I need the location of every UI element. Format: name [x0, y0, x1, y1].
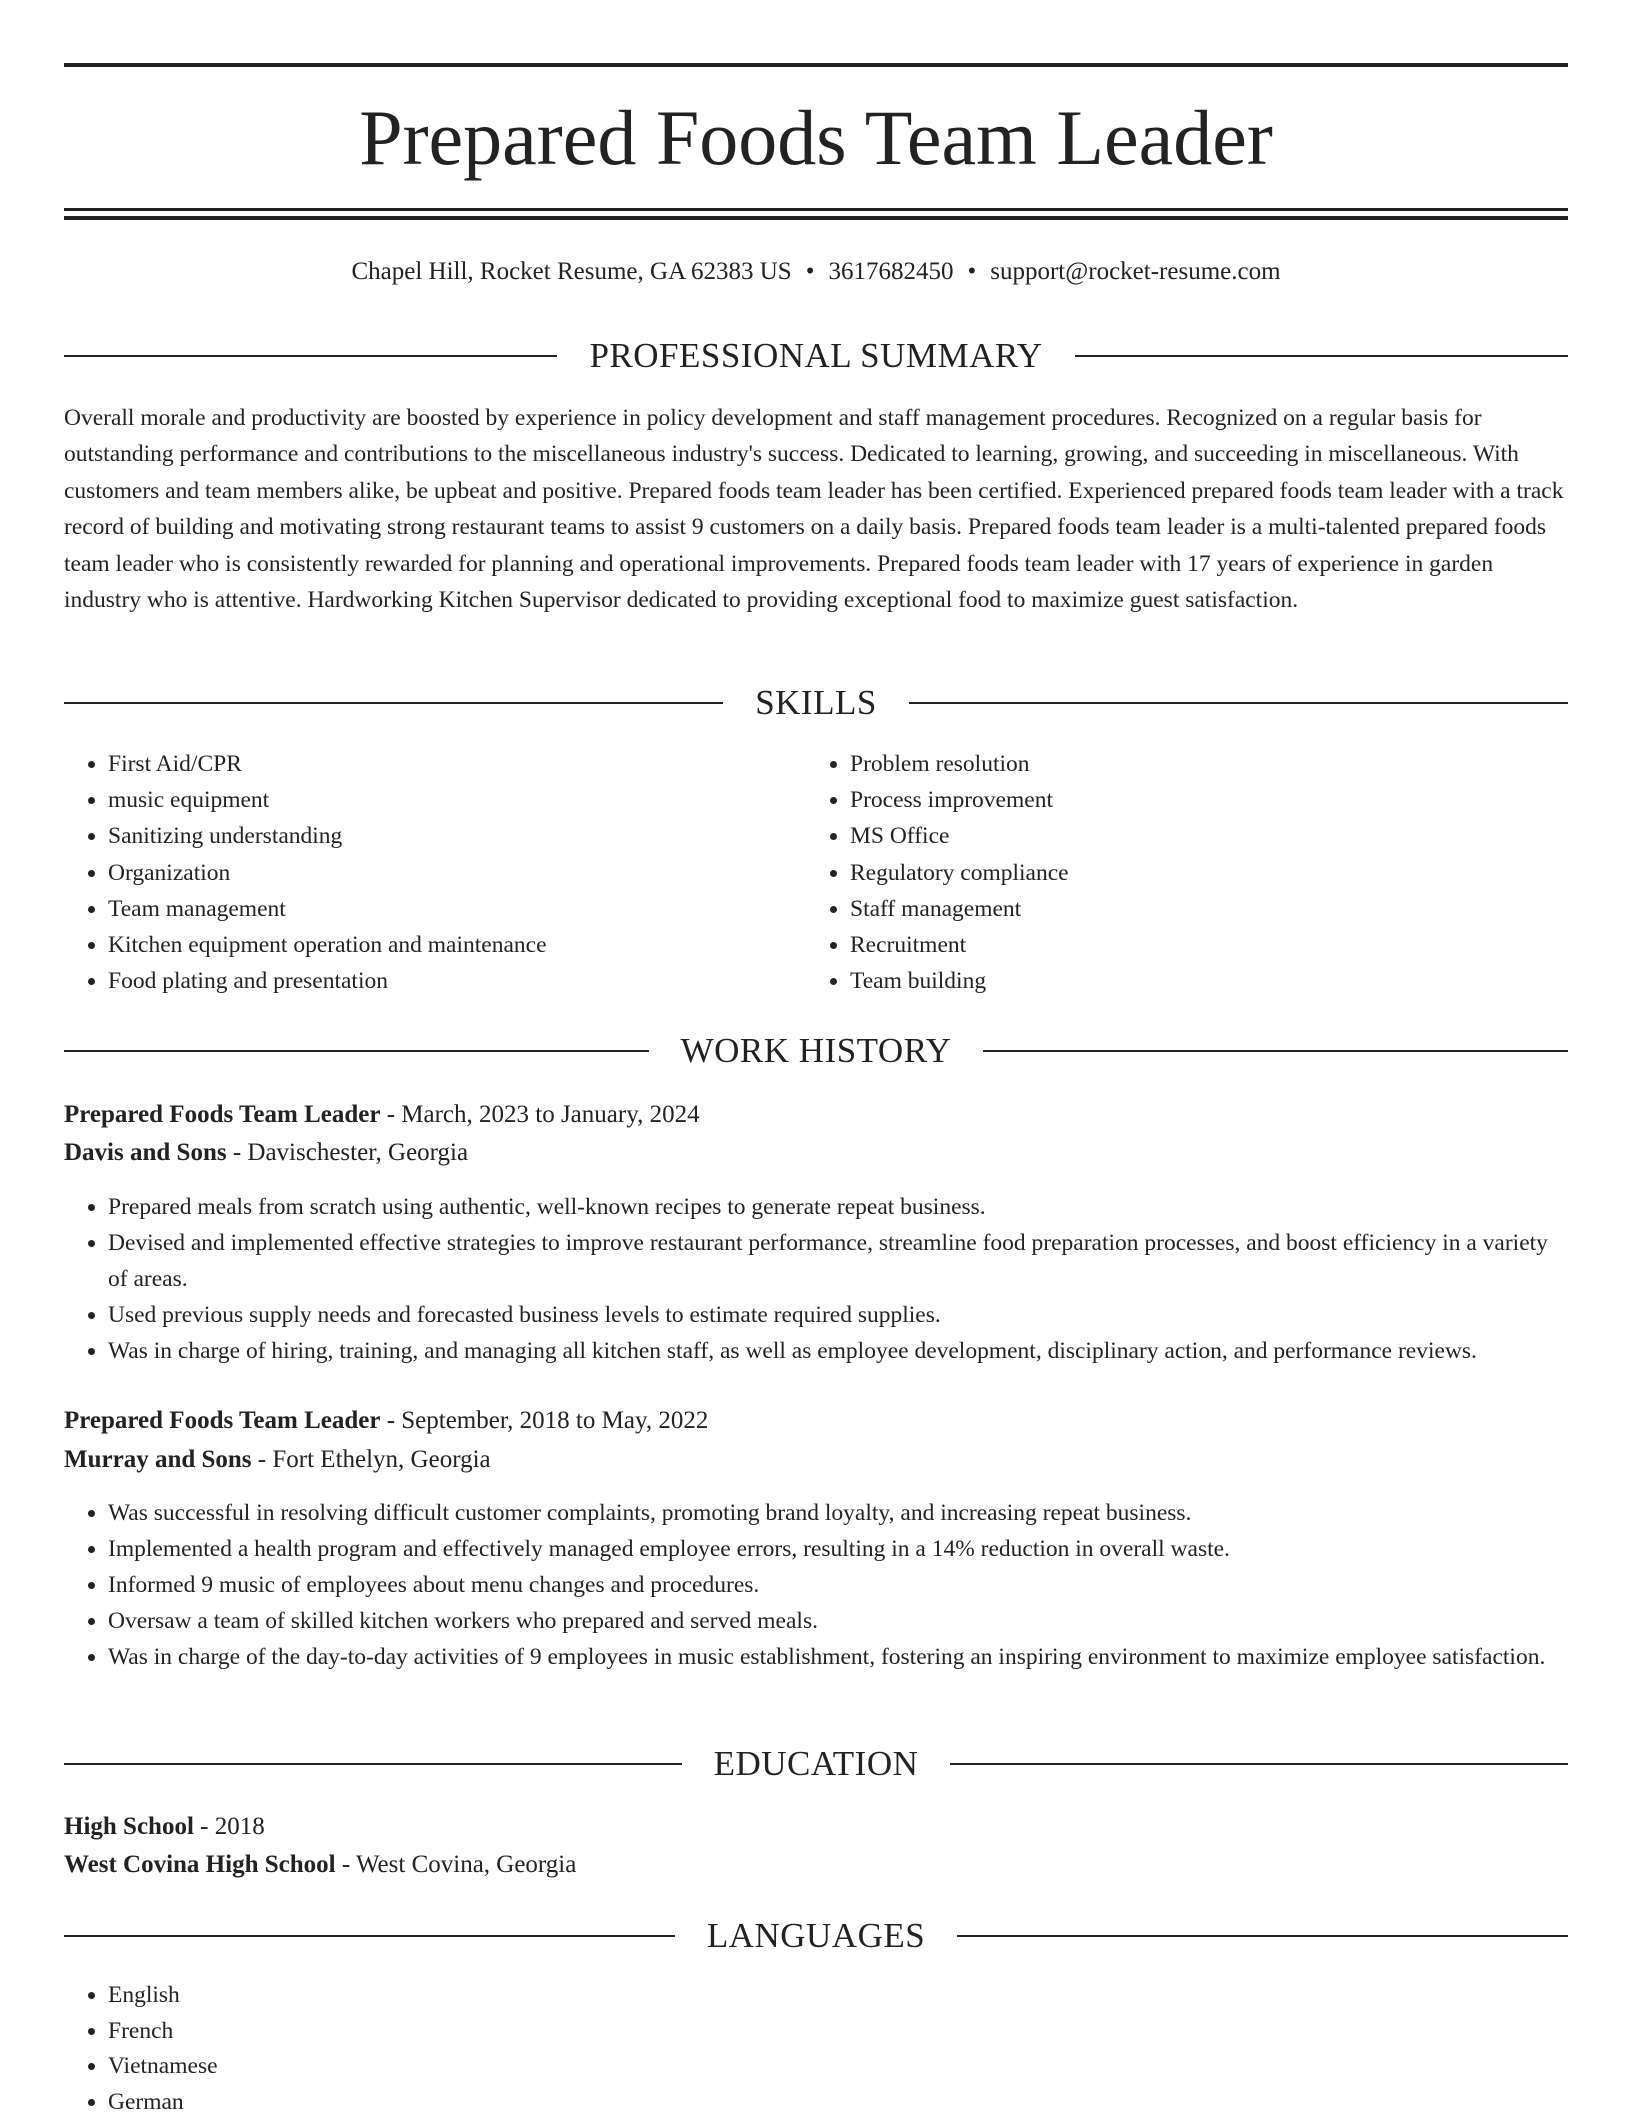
section-heading-education	[64, 1740, 1568, 1788]
education-degree-line	[64, 1808, 1568, 1846]
skill-item: • Recruitment	[850, 927, 1550, 963]
skill-item: • Kitchen equipment operation and maintenance	[108, 927, 808, 963]
contact-phone: 3617682450	[828, 258, 954, 285]
education-school: West Covina High School	[64, 1851, 336, 1878]
language-item: • German	[108, 2085, 218, 2121]
job-company-line	[64, 1134, 1568, 1172]
contact-address: Chapel Hill, Rocket Resume, GA 62383 US	[351, 258, 792, 285]
skill-item: • Team management	[108, 891, 808, 927]
section-title: SKILLS	[755, 683, 877, 722]
education-location: - West Covina, Georgia	[335, 1851, 577, 1878]
skill-item: • Staff management	[850, 891, 1550, 927]
job-bullet: • Used previous supply needs and forecasted business levels to estimate required supplies.	[108, 1297, 1568, 1333]
heading-rule	[909, 702, 1568, 704]
heading-rule	[64, 1050, 649, 1052]
section-heading-languages	[64, 1912, 1568, 1960]
languages-list	[64, 1978, 218, 2121]
section-heading-summary	[64, 332, 1568, 380]
section-title: WORK HISTORY	[680, 1031, 952, 1070]
job-dates: - March, 2023 to January, 2024	[380, 1101, 700, 1128]
heading-rule	[983, 1050, 1568, 1052]
job-bullet: • Oversaw a team of skilled kitchen workers who prepared and served meals.	[108, 1603, 1568, 1639]
header-double-rule-bottom	[64, 216, 1568, 220]
contact-email: support@rocket-resume.com	[990, 258, 1281, 285]
heading-rule	[64, 1763, 682, 1765]
heading-rule	[64, 355, 557, 357]
section-title: PROFESSIONAL SUMMARY	[589, 336, 1043, 375]
heading-rule	[950, 1763, 1568, 1765]
language-item: • French	[108, 2014, 218, 2050]
skills-list-left	[64, 746, 808, 999]
job-title: Prepared Foods Team Leader	[64, 1101, 381, 1128]
job-company: Davis and Sons	[64, 1139, 227, 1166]
contact-separator: •	[967, 258, 977, 285]
job-title-line	[64, 1402, 1568, 1440]
skill-item: • Organization	[108, 855, 808, 891]
skill-item: • music equipment	[108, 782, 808, 818]
job-bullet: • Was successful in resolving difficult customer complaints, promoting brand loyalty, and increasing repeat business.	[108, 1495, 1568, 1531]
education-school-line	[64, 1846, 1568, 1884]
section-title: LANGUAGES	[706, 1916, 926, 1955]
job-title-line	[64, 1096, 1568, 1134]
job-bullet: • Prepared meals from scratch using authentic, well-known recipes to generate repeat business.	[108, 1189, 1568, 1225]
job-bullet: • Informed 9 music of employees about menu changes and procedures.	[108, 1567, 1568, 1603]
heading-rule	[957, 1935, 1568, 1937]
resume-name: Prepared Foods Team Leader	[359, 94, 1273, 181]
skill-item: • Sanitizing understanding	[108, 818, 808, 854]
job-bullet: • Implemented a health program and effectively managed employee errors, resulting in a 14% reduction in overall waste.	[108, 1531, 1568, 1567]
education-year: - 2018	[193, 1813, 265, 1840]
job-location: - Davischester, Georgia	[226, 1139, 469, 1166]
contact-separator: •	[805, 258, 815, 285]
contact-info	[64, 252, 1568, 292]
section-heading-skills	[64, 679, 1568, 727]
education-degree: High School	[64, 1813, 194, 1840]
header-double-rule-top	[64, 208, 1568, 211]
job-title: Prepared Foods Team Leader	[64, 1407, 381, 1434]
job-company-line	[64, 1441, 1568, 1479]
section-title: EDUCATION	[713, 1744, 919, 1783]
heading-rule	[64, 702, 723, 704]
skill-item: • First Aid/CPR	[108, 746, 808, 782]
language-item: • English	[108, 1978, 218, 2014]
job-company: Murray and Sons	[64, 1446, 252, 1473]
skill-item: • Process improvement	[850, 782, 1550, 818]
skill-item: • Food plating and presentation	[108, 963, 808, 999]
heading-rule	[64, 1935, 675, 1937]
skill-item: • Regulatory compliance	[850, 855, 1550, 891]
job-bullets	[64, 1495, 1568, 1675]
header-top-rule	[64, 63, 1568, 67]
section-heading-work-history	[64, 1027, 1568, 1075]
language-item: • Vietnamese	[108, 2049, 218, 2085]
skill-item: • MS Office	[850, 818, 1550, 854]
job-bullet: • Devised and implemented effective strategies to improve restaurant performance, streamline food preparation processes, and boost efficiency in a variety of areas.	[108, 1225, 1568, 1297]
skill-item: • Team building	[850, 963, 1550, 999]
job-location: - Fort Ethelyn, Georgia	[251, 1446, 491, 1473]
job-bullet: • Was in charge of hiring, training, and managing all kitchen staff, as well as employee development, disciplinary action, and performance reviews.	[108, 1333, 1568, 1369]
job-dates: - September, 2018 to May, 2022	[380, 1407, 709, 1434]
job-bullet: • Was in charge of the day-to-day activities of 9 employees in music establishment, fostering an inspiring environment to maximize employee satisfaction.	[108, 1639, 1568, 1675]
job-bullets	[64, 1189, 1568, 1369]
summary-text: Overall morale and productivity are boosted by experience in policy development and staff management procedures. Recognized on a regular basis for outstanding performance and contributions to the miscellaneous industry's success. Dedicated to learning, growing, and succeeding in miscellaneous. With customers and team members alike, be upbeat and positive. Prepared foods team leader has been certified. Experienced prepared foods team leader with a track record of building and motivating strong restaurant teams to assist 9 customers on a daily basis. Prepared foods team leader is a multi-talented prepared foods team leader who is consistently rewarded for planning and operational improvements. Prepared foods team leader with 17 years of experience in garden industry who is attentive. Hardworking Kitchen Supervisor dedicated to providing exceptional food to maximize guest satisfaction.	[64, 405, 1564, 614]
skills-list-right	[806, 746, 1550, 999]
skill-item: • Problem resolution	[850, 746, 1550, 782]
heading-rule	[1075, 355, 1568, 357]
